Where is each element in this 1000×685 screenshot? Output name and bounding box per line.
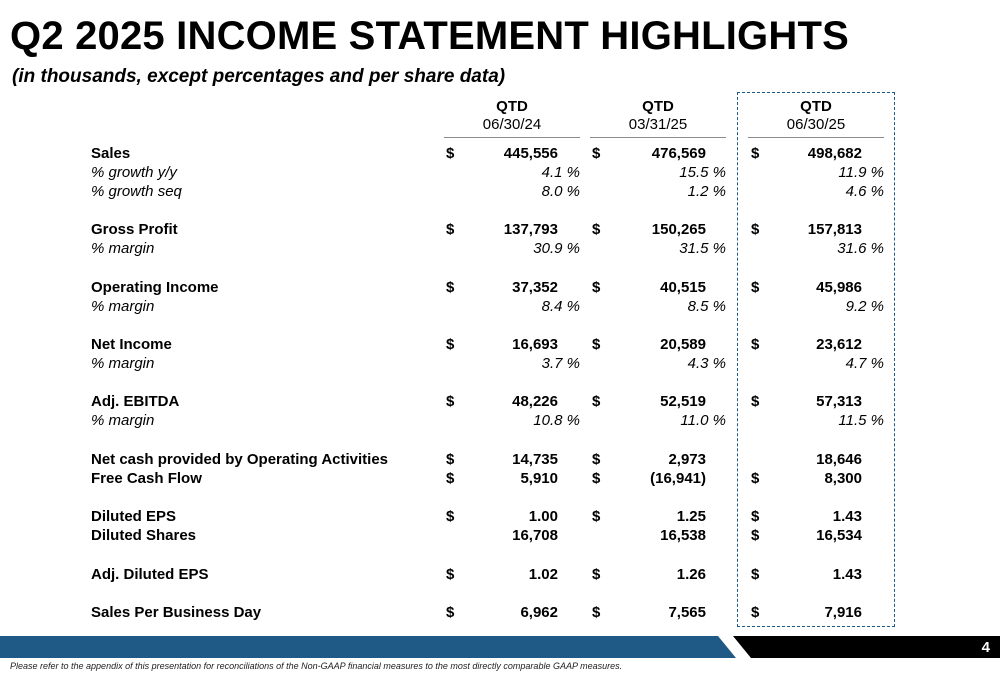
amount-value: 1.43 (832, 508, 862, 525)
amount-value: 20,589 (660, 336, 706, 353)
percent-value: 3.7 % (541, 355, 580, 372)
footer-band (0, 636, 1000, 658)
row-label: Operating Income (91, 279, 219, 296)
percent-value: 9.2 % (845, 298, 884, 315)
column-label: QTD (642, 98, 674, 115)
percent-value: 31.6 % (837, 240, 884, 257)
row-label: % margin (91, 355, 155, 372)
table-row (0, 240, 1000, 258)
percent-value: 4.1 % (541, 164, 580, 181)
amount-value: 5,910 (520, 470, 558, 487)
amount-value: 45,986 (816, 279, 862, 296)
dollar-sign: $ (592, 336, 601, 353)
amount-value: 16,693 (512, 336, 558, 353)
column-rule (748, 137, 884, 138)
table-row (0, 527, 1000, 545)
row-label: Gross Profit (91, 221, 178, 238)
row-label: Free Cash Flow (91, 470, 202, 487)
dollar-sign: $ (751, 604, 760, 621)
amount-value: 157,813 (807, 221, 862, 238)
table-row (0, 451, 1000, 469)
dollar-sign: $ (751, 336, 760, 353)
amount-value: 137,793 (503, 221, 558, 238)
percent-value: 15.5 % (679, 164, 726, 181)
amount-value: 48,226 (512, 393, 558, 410)
dollar-sign: $ (751, 145, 760, 162)
amount-value: 16,708 (512, 527, 558, 544)
row-label: % margin (91, 240, 155, 257)
percent-value: 8.5 % (687, 298, 726, 315)
row-label: % margin (91, 412, 155, 429)
row-label: % growth y/y (91, 164, 177, 181)
amount-value: 150,265 (651, 221, 706, 238)
row-label: % margin (91, 298, 155, 315)
percent-value: 8.4 % (541, 298, 580, 315)
row-label: Sales Per Business Day (91, 604, 262, 621)
column-header-q1-2025 (590, 98, 726, 138)
dollar-sign: $ (751, 393, 760, 410)
dollar-sign: $ (446, 393, 455, 410)
table-row (0, 298, 1000, 316)
dollar-sign: $ (592, 279, 601, 296)
row-label: Sales (91, 145, 131, 162)
row-label: Adj. EBITDA (91, 393, 180, 410)
amount-value: 16,534 (816, 527, 862, 544)
dollar-sign: $ (592, 470, 601, 487)
amount-value: 37,352 (512, 279, 558, 296)
dollar-sign: $ (751, 470, 760, 487)
percent-value: 30.9 % (533, 240, 580, 257)
amount-value: 18,646 (816, 451, 862, 468)
dollar-sign: $ (446, 336, 455, 353)
amount-value: 1.02 (528, 566, 558, 583)
percent-value: 31.5 % (679, 240, 726, 257)
dollar-sign: $ (592, 451, 601, 468)
amount-value: 498,682 (807, 145, 862, 162)
percent-value: 8.0 % (541, 183, 580, 200)
row-label: Net Income (91, 336, 172, 353)
dollar-sign: $ (446, 451, 455, 468)
footnote: Please refer to the appendix of this presentation for reconciliations of the Non-GAAP financial measures to the most directly comparable GAAP measures. (10, 661, 623, 671)
dollar-sign: $ (751, 527, 760, 544)
amount-value: 7,565 (668, 604, 706, 621)
table-row (0, 355, 1000, 373)
table-row (0, 221, 1000, 239)
table-row (0, 183, 1000, 201)
percent-value: 4.3 % (687, 355, 726, 372)
dollar-sign: $ (592, 508, 601, 525)
table-row (0, 566, 1000, 584)
amount-value: 23,612 (816, 336, 862, 353)
dollar-sign: $ (751, 221, 760, 238)
percent-value: 10.8 % (533, 412, 580, 429)
dollar-sign: $ (592, 145, 601, 162)
amount-value: (16,941) (650, 470, 706, 487)
page-number: 4 (981, 639, 990, 656)
page-subtitle: (in thousands, except percentages and per share data) (12, 66, 506, 87)
amount-value: 52,519 (660, 393, 706, 410)
table-row (0, 145, 1000, 163)
table-row (0, 164, 1000, 182)
row-label: Diluted EPS (91, 508, 177, 525)
dollar-sign: $ (446, 221, 455, 238)
dollar-sign: $ (446, 470, 455, 487)
amount-value: 14,735 (512, 451, 558, 468)
column-date: 03/31/25 (628, 116, 688, 133)
table-row (0, 604, 1000, 622)
amount-value: 7,916 (824, 604, 862, 621)
percent-value: 1.2 % (687, 183, 726, 200)
amount-value: 57,313 (816, 393, 862, 410)
table-row (0, 336, 1000, 354)
dollar-sign: $ (446, 145, 455, 162)
table-row (0, 393, 1000, 411)
dollar-sign: $ (446, 508, 455, 525)
column-label: QTD (496, 98, 528, 115)
dollar-sign: $ (751, 508, 760, 525)
amount-value: 2,973 (668, 451, 706, 468)
column-header-q2-2025 (748, 98, 884, 138)
row-label: Adj. Diluted EPS (91, 566, 209, 583)
table-row (0, 508, 1000, 526)
table-row (0, 470, 1000, 488)
row-label: % growth seq (91, 183, 182, 200)
amount-value: 476,569 (651, 145, 706, 162)
dollar-sign: $ (592, 566, 601, 583)
amount-value: 40,515 (660, 279, 706, 296)
dollar-sign: $ (592, 393, 601, 410)
percent-value: 11.5 % (838, 412, 884, 429)
dollar-sign: $ (446, 566, 455, 583)
dollar-sign: $ (592, 604, 601, 621)
column-rule (444, 137, 580, 138)
amount-value: 1.43 (832, 566, 862, 583)
page-title: Q2 2025 INCOME STATEMENT HIGHLIGHTS (10, 14, 849, 58)
percent-value: 11.0 % (680, 412, 726, 429)
amount-value: 8,300 (824, 470, 862, 487)
row-label: Diluted Shares (91, 527, 197, 544)
row-label: Net cash provided by Operating Activities (91, 451, 389, 468)
percent-value: 4.6 % (845, 183, 884, 200)
table-row (0, 279, 1000, 297)
amount-value: 6,962 (520, 604, 558, 621)
amount-value: 1.25 (676, 508, 706, 525)
dollar-sign: $ (751, 279, 760, 296)
amount-value: 16,538 (660, 527, 706, 544)
column-date: 06/30/25 (786, 116, 846, 133)
amount-value: 1.26 (676, 566, 706, 583)
dollar-sign: $ (592, 221, 601, 238)
column-date: 06/30/24 (482, 116, 542, 133)
dollar-sign: $ (446, 279, 455, 296)
column-label: QTD (800, 98, 832, 115)
column-rule (590, 137, 726, 138)
percent-value: 4.7 % (845, 355, 884, 372)
dollar-sign: $ (751, 566, 760, 583)
dollar-sign: $ (446, 604, 455, 621)
amount-value: 445,556 (503, 145, 558, 162)
table-row (0, 412, 1000, 430)
percent-value: 11.9 % (838, 164, 884, 181)
column-header-q2-2024 (444, 98, 580, 138)
amount-value: 1.00 (528, 508, 558, 525)
